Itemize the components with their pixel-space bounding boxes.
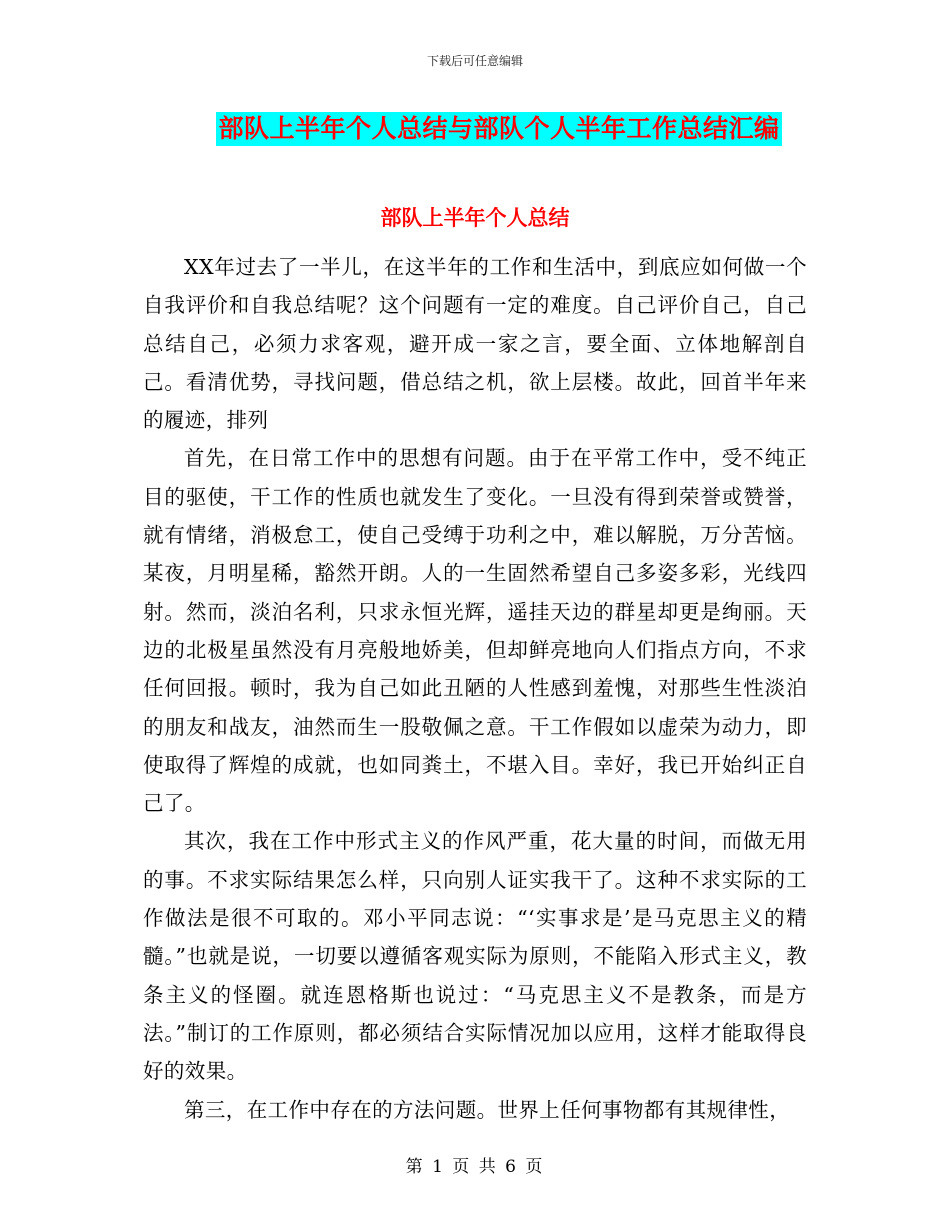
body-text	[143, 248, 807, 1129]
document-title: 部队上半年个人总结与部队个人半年工作总结汇编	[216, 112, 781, 146]
paragraph-4: 第三，在工作中存在的方法问题。世界上任何事物都有其规律性，	[184, 1097, 791, 1122]
document-title-container	[0, 112, 950, 146]
page-footer: 第 1 页 共 6 页	[405, 1157, 545, 1177]
paragraph-3: 其次，我在工作中形式主义的作风严重，花大量的时间，而做无用的事。不求实际结果怎么样，只向别人证实我干了。这种不求实际的工作做法是很不可取的。邓小平同志说：“‘实事求是’是马克思主义的精髓。”也就是说，一切要以遵循客观实际为原则，不能陷入形式主义，教条主义的怪圈。就连恩格斯也说过：“马克思主义不是教条，而是方法。”制订的工作原则，都必须结合实际情况加以应用，这样才能取得良好的效果。	[143, 829, 807, 1084]
paragraph-2: 首先，在日常工作中的思想有问题。由于在平常工作中，受不纯正目的驱使，干工作的性质也就发生了变化。一旦没有得到荣誉或赞誉，就有情绪，消极怠工，使自己受缚于功利之中，难以解脱，万分苦恼。某夜，月明星稀，豁然开朗。人的一生固然希望自己多姿多彩，光线四射。然而，淡泊名利，只求永恒光辉，遥挂天边的群星却更是绚丽。天边的北极星虽然没有月亮般地娇美，但却鲜亮地向人们指点方向，不求任何回报。顿时，我为自己如此丑陋的人性感到羞愧，对那些生性淡泊的朋友和战友，油然而生一股敬佩之意。干工作假如以虚荣为动力，即使取得了辉煌的成就，也如同粪土，不堪入目。幸好，我已开始纠正自己了。	[143, 446, 807, 816]
paragraph-1: XX年过去了一半儿，在这半年的工作和生活中，到底应如何做一个自我评价和自我总结呢？这个问题有一定的难度。自己评价自己，自己总结自己，必须力求客观，避开成一家之言，要全面、立体地解剖自己。看清优势，寻找问题，借总结之机，欲上层楼。故此，回首半年来的履迹，排列	[143, 255, 807, 433]
section-title: 部队上半年个人总结	[380, 206, 570, 230]
header-note: 下载后可任意编辑	[426, 54, 523, 68]
